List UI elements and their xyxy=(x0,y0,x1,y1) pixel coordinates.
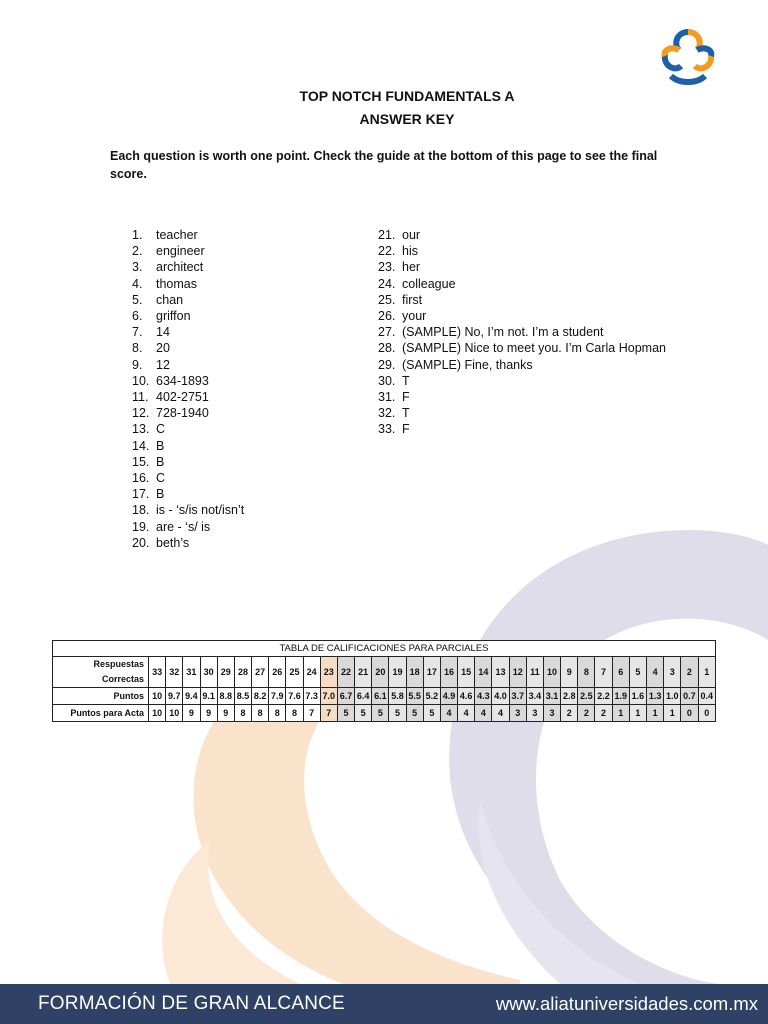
answer-number: 23. xyxy=(378,260,396,275)
answer-number: 25. xyxy=(378,292,396,307)
grade-cell-points: 5.5 xyxy=(406,688,423,705)
answer-number: 8. xyxy=(132,341,143,356)
answer-item xyxy=(132,324,244,340)
grade-cell-correct: 22 xyxy=(337,657,354,688)
grade-cell-acta: 5 xyxy=(406,705,423,722)
grade-cell-points: 5.8 xyxy=(389,688,406,705)
answer-item xyxy=(378,259,666,275)
grade-cell-acta: 7 xyxy=(303,705,320,722)
answer-number: 22. xyxy=(378,244,396,259)
answer-item xyxy=(132,486,244,502)
answer-item xyxy=(378,227,666,243)
answer-item xyxy=(378,421,666,437)
answer-item xyxy=(132,357,244,373)
answer-item xyxy=(132,292,244,308)
grade-cell-correct: 8 xyxy=(578,657,595,688)
answer-text: his xyxy=(402,244,418,259)
grade-cell-points: 0.4 xyxy=(698,688,716,705)
answer-number: 12. xyxy=(132,406,150,421)
grade-cell-points: 9.4 xyxy=(183,688,200,705)
answer-text: 402-2751 xyxy=(156,390,209,405)
answer-number: 10. xyxy=(132,373,150,388)
grade-cell-correct: 9 xyxy=(561,657,578,688)
answer-number: 31. xyxy=(378,390,396,405)
grade-cell-acta: 9 xyxy=(200,705,217,722)
answer-text: your xyxy=(402,309,427,324)
grade-cell-acta: 3 xyxy=(543,705,560,722)
grade-cell-points: 8.8 xyxy=(217,688,234,705)
answer-text: 14 xyxy=(156,325,170,340)
answer-item xyxy=(132,438,244,454)
answer-number: 16. xyxy=(132,471,150,486)
row-label-correct: Respuestas Correctas xyxy=(53,657,149,688)
grade-cell-correct: 4 xyxy=(646,657,663,688)
grade-table-caption: TABLA DE CALIFICACIONES PARA PARCIALES xyxy=(53,641,716,657)
grade-cell-correct: 14 xyxy=(475,657,492,688)
grade-cell-correct: 27 xyxy=(252,657,269,688)
grade-cell-correct: 24 xyxy=(303,657,320,688)
grade-cell-acta: 3 xyxy=(526,705,543,722)
answers-column-right xyxy=(378,227,666,438)
grade-cell-points: 3.4 xyxy=(526,688,543,705)
grade-cell-correct: 15 xyxy=(458,657,475,688)
grade-cell-acta: 4 xyxy=(475,705,492,722)
answer-text: engineer xyxy=(156,244,205,259)
grade-cell-acta: 1 xyxy=(612,705,629,722)
answer-number: 29. xyxy=(378,357,396,372)
grade-cell-correct: 19 xyxy=(389,657,406,688)
answer-number: 33. xyxy=(378,422,396,437)
grade-cell-acta: 8 xyxy=(269,705,286,722)
answer-item xyxy=(132,389,244,405)
answer-item xyxy=(132,470,244,486)
grade-cell-correct: 6 xyxy=(612,657,629,688)
grade-cell-acta: 2 xyxy=(578,705,595,722)
grade-cell-correct: 23 xyxy=(320,657,337,688)
answer-item xyxy=(132,502,244,518)
grade-cell-correct: 5 xyxy=(629,657,646,688)
grade-cell-acta: 3 xyxy=(509,705,526,722)
footer-website-link[interactable]: www.aliatuniversidades.com.mx xyxy=(495,993,758,1014)
answer-number: 9. xyxy=(132,357,143,372)
grade-cell-points: 6.7 xyxy=(337,688,354,705)
answer-number: 15. xyxy=(132,454,150,469)
answer-item xyxy=(132,340,244,356)
answer-text: colleague xyxy=(402,276,456,291)
grade-cell-points: 2.5 xyxy=(578,688,595,705)
answer-number: 27. xyxy=(378,325,396,340)
grade-cell-points: 6.4 xyxy=(355,688,372,705)
answer-number: 20. xyxy=(132,535,150,550)
grade-table xyxy=(52,640,716,722)
answer-number: 32. xyxy=(378,406,396,421)
answer-item xyxy=(132,373,244,389)
grade-cell-acta: 8 xyxy=(286,705,303,722)
grade-cell-correct: 33 xyxy=(149,657,166,688)
grade-cell-correct: 1 xyxy=(698,657,716,688)
answer-text: 20 xyxy=(156,341,170,356)
grade-table-row-acta xyxy=(53,705,716,722)
answer-text: C xyxy=(156,422,166,437)
answer-item xyxy=(132,535,244,551)
grade-cell-points: 7.0 xyxy=(320,688,337,705)
answer-number: 14. xyxy=(132,438,150,453)
answer-number: 19. xyxy=(132,519,150,534)
answer-number: 2. xyxy=(132,244,143,259)
grade-cell-acta: 8 xyxy=(252,705,269,722)
answer-text: F xyxy=(402,390,410,405)
grade-cell-correct: 18 xyxy=(406,657,423,688)
grade-cell-correct: 30 xyxy=(200,657,217,688)
grade-cell-points: 3.1 xyxy=(543,688,560,705)
grade-cell-acta: 4 xyxy=(440,705,457,722)
grade-table-row-points xyxy=(53,688,716,705)
grade-cell-acta: 5 xyxy=(337,705,354,722)
answer-text: architect xyxy=(156,260,204,275)
answer-item xyxy=(132,227,244,243)
answer-item xyxy=(378,357,666,373)
grade-cell-acta: 1 xyxy=(664,705,681,722)
answer-text: B xyxy=(156,454,165,469)
grade-cell-acta: 10 xyxy=(149,705,166,722)
grade-cell-points: 9.1 xyxy=(200,688,217,705)
answer-number: 5. xyxy=(132,292,143,307)
grade-cell-points: 1.6 xyxy=(629,688,646,705)
answer-item xyxy=(132,454,244,470)
grade-cell-correct: 11 xyxy=(526,657,543,688)
answer-text: thomas xyxy=(156,276,197,291)
grade-cell-correct: 32 xyxy=(166,657,183,688)
answer-text: first xyxy=(402,292,423,307)
grade-cell-acta: 1 xyxy=(646,705,663,722)
answer-text: (SAMPLE) Fine, thanks xyxy=(402,357,533,372)
grade-cell-points: 7.6 xyxy=(286,688,303,705)
answer-item xyxy=(132,405,244,421)
grade-cell-correct: 3 xyxy=(664,657,681,688)
grade-cell-acta: 10 xyxy=(166,705,183,722)
grade-cell-correct: 21 xyxy=(355,657,372,688)
footer-slogan: FORMACIÓN DE GRAN ALCANCE xyxy=(38,993,345,1014)
grade-cell-points: 3.7 xyxy=(509,688,526,705)
grade-cell-points: 6.1 xyxy=(372,688,389,705)
grade-cell-acta: 5 xyxy=(423,705,440,722)
grade-cell-correct: 26 xyxy=(269,657,286,688)
answer-number: 7. xyxy=(132,325,143,340)
grade-cell-correct: 17 xyxy=(423,657,440,688)
grade-cell-acta: 0 xyxy=(681,705,698,722)
grade-cell-points: 1.3 xyxy=(646,688,663,705)
grade-cell-points: 4.3 xyxy=(475,688,492,705)
answer-text: 728-1940 xyxy=(156,406,209,421)
grade-cell-points: 8.5 xyxy=(234,688,251,705)
grade-cell-correct: 20 xyxy=(372,657,389,688)
grade-cell-acta: 8 xyxy=(234,705,251,722)
answer-item xyxy=(378,324,666,340)
answer-number: 28. xyxy=(378,341,396,356)
answer-item xyxy=(378,405,666,421)
answer-text: chan xyxy=(156,292,184,307)
answer-text: 634-1893 xyxy=(156,373,209,388)
grade-cell-correct: 31 xyxy=(183,657,200,688)
answer-item xyxy=(132,519,244,535)
answer-item xyxy=(132,276,244,292)
answer-text: (SAMPLE) No, I’m not. I’m a student xyxy=(402,325,604,340)
answer-item xyxy=(378,373,666,389)
answer-number: 3. xyxy=(132,260,143,275)
grade-cell-correct: 10 xyxy=(543,657,560,688)
grade-cell-acta: 5 xyxy=(372,705,389,722)
grade-cell-points: 0.7 xyxy=(681,688,698,705)
answer-text: teacher xyxy=(156,228,198,242)
answer-item xyxy=(132,421,244,437)
answer-text: B xyxy=(156,487,165,502)
answer-number: 30. xyxy=(378,373,396,388)
grade-table-caption-row xyxy=(53,641,716,657)
grade-cell-points: 4.0 xyxy=(492,688,509,705)
grade-cell-acta: 9 xyxy=(183,705,200,722)
grade-cell-acta: 2 xyxy=(561,705,578,722)
answer-text: F xyxy=(402,422,410,437)
grade-cell-acta: 2 xyxy=(595,705,612,722)
grade-cell-acta: 1 xyxy=(629,705,646,722)
answer-text: T xyxy=(402,373,410,388)
document-title: TOP NOTCH FUNDAMENTALS A xyxy=(299,88,515,104)
answer-text: C xyxy=(156,471,166,486)
answer-text: her xyxy=(402,260,421,275)
grade-cell-acta: 0 xyxy=(698,705,716,722)
grade-cell-points: 5.2 xyxy=(423,688,440,705)
answer-number: 21. xyxy=(378,228,396,242)
answer-number: 1. xyxy=(132,228,143,242)
answer-number: 6. xyxy=(132,309,143,324)
answer-number: 24. xyxy=(378,276,396,291)
grade-cell-points: 1.0 xyxy=(664,688,681,705)
grade-cell-points: 2.8 xyxy=(561,688,578,705)
grade-cell-acta: 4 xyxy=(492,705,509,722)
grade-cell-points: 10 xyxy=(149,688,166,705)
answer-text: T xyxy=(402,406,410,421)
grade-cell-points: 1.9 xyxy=(612,688,629,705)
answers-column-left xyxy=(132,227,244,551)
answer-number: 17. xyxy=(132,487,150,502)
answer-text: 12 xyxy=(156,357,170,372)
grade-cell-points: 4.6 xyxy=(458,688,475,705)
answer-text: our xyxy=(402,228,421,242)
instructions-text: Each question is worth one point. Check the guide at the bottom of this page to see the final score. xyxy=(110,149,658,181)
grade-cell-acta: 4 xyxy=(458,705,475,722)
grade-cell-correct: 12 xyxy=(509,657,526,688)
aliat-logo-icon xyxy=(657,26,719,88)
answer-item xyxy=(132,308,244,324)
answer-item xyxy=(132,259,244,275)
answer-text: griffon xyxy=(156,309,191,324)
grade-cell-acta: 9 xyxy=(217,705,234,722)
answer-item xyxy=(378,340,666,356)
grade-cell-correct: 7 xyxy=(595,657,612,688)
grade-cell-correct: 2 xyxy=(681,657,698,688)
answer-item xyxy=(378,308,666,324)
grade-cell-correct: 28 xyxy=(234,657,251,688)
row-label-points: Puntos xyxy=(53,688,149,705)
answer-item xyxy=(378,389,666,405)
grade-cell-acta: 7 xyxy=(320,705,337,722)
answer-item xyxy=(378,243,666,259)
grade-cell-points: 7.9 xyxy=(269,688,286,705)
answer-text: is - ‘s/is not/isn’t xyxy=(156,503,245,518)
footer-bar xyxy=(0,984,768,1024)
answer-number: 13. xyxy=(132,422,150,437)
grade-cell-acta: 5 xyxy=(355,705,372,722)
answer-item xyxy=(378,276,666,292)
answer-text: B xyxy=(156,438,165,453)
answer-number: 26. xyxy=(378,309,396,324)
answer-item xyxy=(132,243,244,259)
answer-item xyxy=(378,292,666,308)
grade-cell-correct: 16 xyxy=(440,657,457,688)
answer-text: (SAMPLE) Nice to meet you. I’m Carla Hopman xyxy=(402,341,666,356)
grade-cell-points: 9.7 xyxy=(166,688,183,705)
grade-cell-correct: 29 xyxy=(217,657,234,688)
answer-number: 11. xyxy=(132,390,149,405)
answer-number: 4. xyxy=(132,276,143,291)
grade-cell-correct: 13 xyxy=(492,657,509,688)
row-label-acta: Puntos para Acta xyxy=(53,705,149,722)
answer-text: beth’s xyxy=(156,535,190,550)
grade-table-row-correct xyxy=(53,657,716,688)
document-subtitle: ANSWER KEY xyxy=(359,111,455,127)
grade-cell-points: 8.2 xyxy=(252,688,269,705)
grade-cell-acta: 5 xyxy=(389,705,406,722)
answer-number: 18. xyxy=(132,503,150,518)
grade-cell-points: 2.2 xyxy=(595,688,612,705)
answer-text: are - ‘s/ is xyxy=(156,519,211,534)
grade-cell-correct: 25 xyxy=(286,657,303,688)
grade-cell-points: 7.3 xyxy=(303,688,320,705)
grade-cell-points: 4.9 xyxy=(440,688,457,705)
